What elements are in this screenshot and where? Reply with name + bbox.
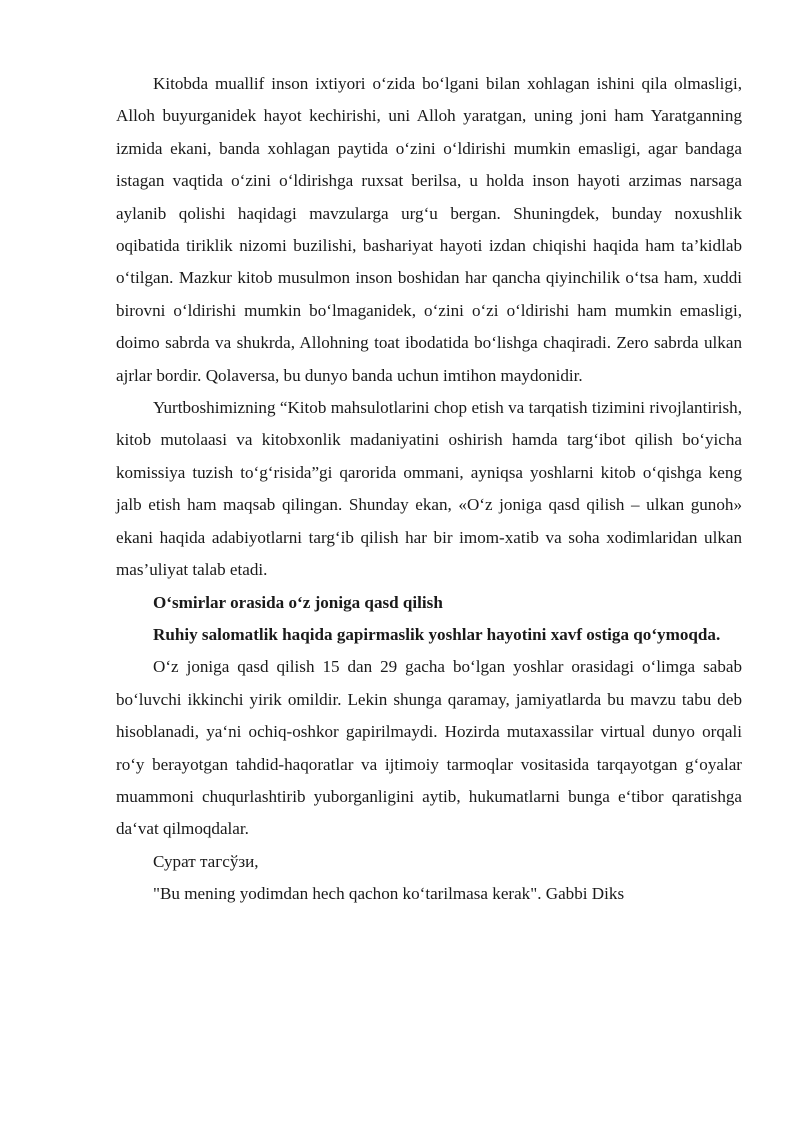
image-caption-quote: "Bu mening yodimdan hech qachon ko‘tarilmasa kerak". Gabbi Diks — [153, 884, 625, 904]
body-paragraph-youth-statistics: O‘z joniga qasd qilish 15 dan 29 gacha bo‘lgan yoshlar orasidagi o‘limga sabab bo‘luvchi ikkinchi yirik omildir. Lekin shunga qaramay, jamiyatlarda bu mavzu tabu deb hisoblanadi, ya‘ni ochiq-oshkor gapirilmaydi. Hozirda mutaxassilar virtual dunyo orqali ro‘y berayotgan tahdid-haqoratlar va ijtimoiy tarmoqlar vositasida tarqayotgan g‘oyalar muammoni chuqurlashtirib yuborganligini aytib, hukumatlarni bunga e‘tibor qaratishga da‘vat qilmoqdalar. — [116, 657, 742, 839]
body-paragraph-presidential-decree: Yurtboshimizning “Kitob mahsulotlarini chop etish va tarqatish tizimini rivojlantirish, kitob mutolaasi va kitobxonlik madaniyatini oshirish hamda targ‘ibot qilish bo‘yicha komissiya tuzish to‘g‘risida”gi qarorida ommani, ayniqsa yoshlarni kitob o‘qishga keng jalb etish ham maqsab qilingan. Shunday ekan, «O‘z joniga qasd qilish – ulkan gunoh» ekani haqida adabiyotlarni targ‘ib qilish har bir imom-xatib va soha xodimlaridan ulkan mas’uliyat talab etadi. — [116, 398, 742, 580]
section-subheading: Ruhiy salomatlik haqida gapirmaslik yoshlar hayotini xavf ostiga qo‘ymoqda. — [153, 624, 721, 644]
image-caption-label: Сурат тагсўзи, — [153, 851, 259, 871]
body-paragraph-book-summary: Kitobda muallif inson ixtiyori o‘zida bo‘lgani bilan xohlagan ishini qila olmasligi, Alloh buyurganidek hayot kechirishi, uni Alloh yaratgan, uning joni ham Yaratganning izmida ekani, banda xohlagan paytida o‘zini o‘ldirishi mumkin emasligi, agar bandaga istagan vaqtida o‘zini o‘ldirishga ruxsat berilsa, u holda inson hayoti arzimas narsaga aylanib qolishi haqidagi mavzularga urg‘u bergan. Shuningdek, bunday noxushlik oqibatida tiriklik nizomi buzilishi, bashariyat hayoti izdan chiqishi haqida ham ta’kidlab o‘tilgan. Mazkur kitob musulmon inson boshidan har qancha qiyinchilik o‘tsa ham, xuddi birovni o‘ldirishi mumkin bo‘lmaganidek, o‘zini o‘zi o‘ldirishi ham mumkin emasligi, doimo sabrda va shukrda, Allohning toat ibodatida bo‘lishga chaqiradi. Zero sabrda ulkan ajrlar bordir. Qolaversa, bu dunyo banda uchun imtihon maydonidir. — [116, 74, 742, 385]
section-heading: O‘smirlar orasida o‘z joniga qasd qilish — [153, 592, 443, 612]
document-page — [116, 68, 742, 911]
